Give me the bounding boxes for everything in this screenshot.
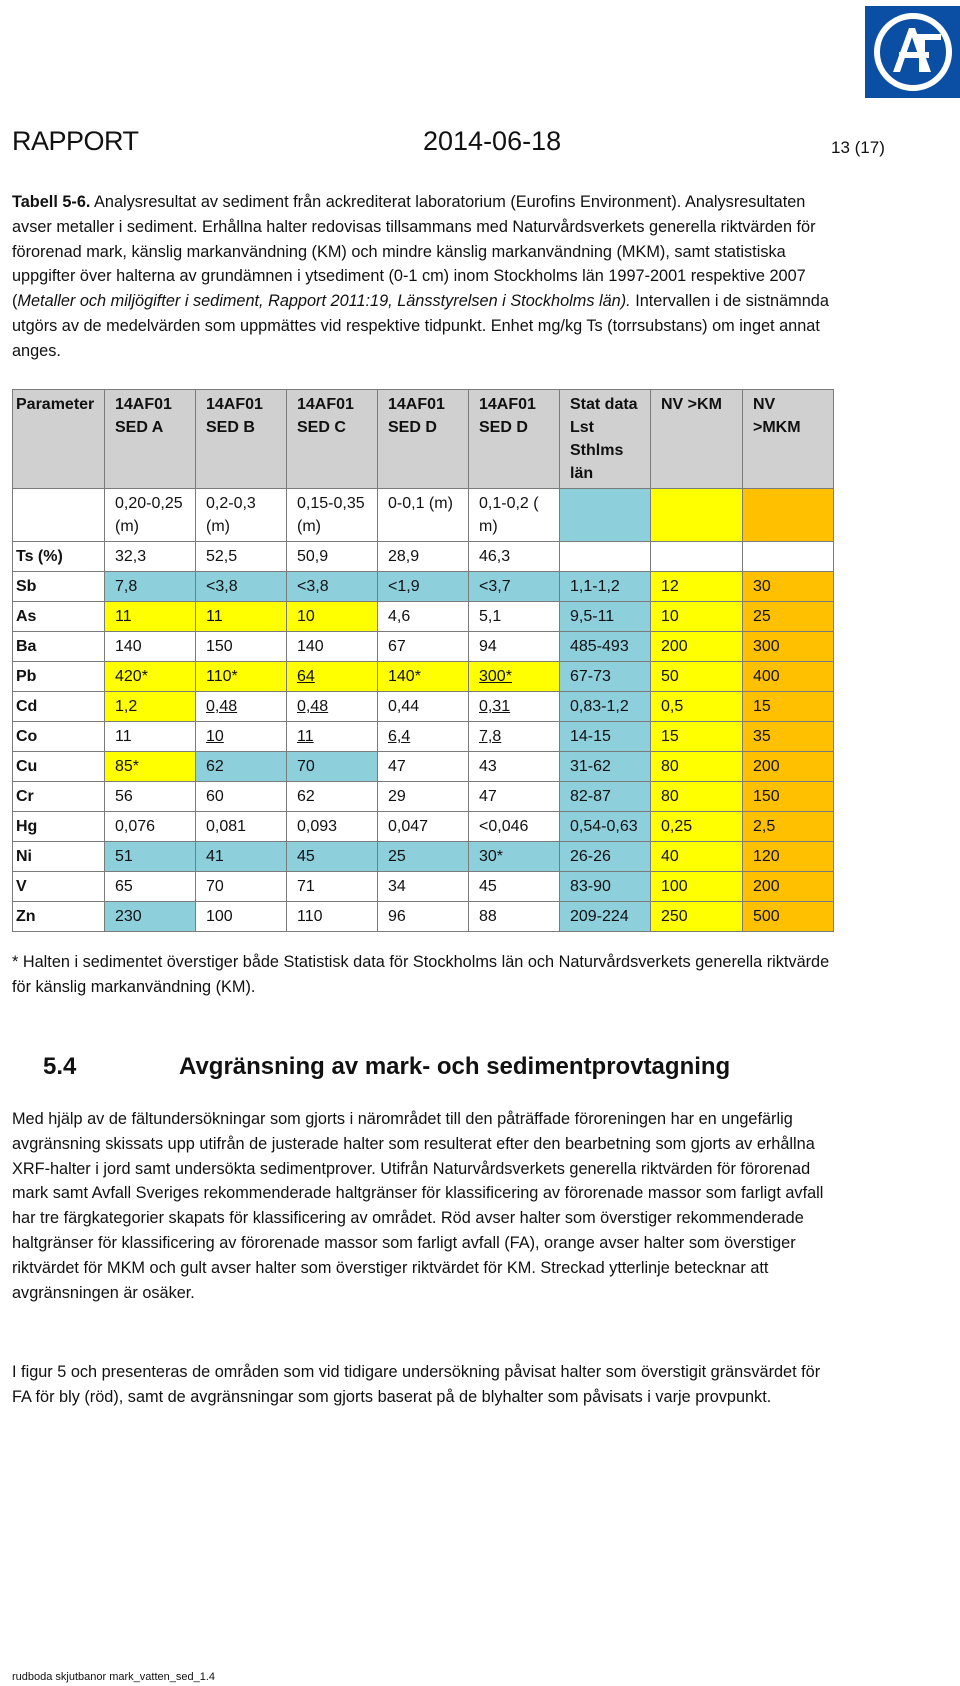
caption-text-end: Intervallen i de sistnämnda utgörs av de medelvärden som uppmättes vid respektive tidpunkt. Enhet mg/kg Ts (torrsubstans) om inget annat anges. <box>12 292 829 360</box>
value-cell: 25 <box>743 602 834 632</box>
table-caption <box>12 190 832 364</box>
value-cell: 10 <box>651 602 743 632</box>
value-cell: 85* <box>105 752 196 782</box>
table-row <box>13 662 834 692</box>
value-cell: <1,9 <box>378 572 469 602</box>
value-cell: 96 <box>378 902 469 932</box>
value-cell: 0,5 <box>651 692 743 722</box>
value-cell: 420* <box>105 662 196 692</box>
value-cell: 200 <box>743 752 834 782</box>
value-cell: 0,093 <box>287 812 378 842</box>
col-header: 14AF01 SED A <box>105 390 196 489</box>
value-cell: 0,081 <box>196 812 287 842</box>
parameter-cell: V <box>13 872 105 902</box>
col-header: NV >KM <box>651 390 743 489</box>
value-cell: 140 <box>287 632 378 662</box>
parameter-cell: Cd <box>13 692 105 722</box>
body-paragraph: Med hjälp av de fältundersökningar som gjorts i närområdet till den påträffade föroreningen har en ungefärlig avgränsning skissats upp utifrån de justerade halter som resulterat efter den bearbetning som gjorts av erhållna XRF-halter i jord samt undersökta sedimentprover. Utifrån Naturvårdsverkets generella riktvärden för förorenad mark samt Avfall Sveriges rekommenderade haltgränser för klassificering av förorenade massor som farligt avfall har tre färgkategorier skapats för klassificering av området. Röd avser halter som överstiger rekommenderade haltgränser för klassificering av förorenade massor som farligt avfall (FA), orange avser halter som överstiger riktvärdet för MKM och gult avser halter som överstiger riktvärdet för KM. Streckad ytterlinje betecknar att avgränsningen är osäker. <box>12 1110 824 1302</box>
value-cell: 120 <box>743 842 834 872</box>
value-cell: 0,31 <box>469 692 560 722</box>
value-cell: 110* <box>196 662 287 692</box>
depth-cell <box>13 489 105 542</box>
value-cell: 56 <box>105 782 196 812</box>
table-row <box>13 722 834 752</box>
value-cell: 110 <box>287 902 378 932</box>
parameter-cell: As <box>13 602 105 632</box>
value-cell: 80 <box>651 752 743 782</box>
value-cell: 11 <box>105 722 196 752</box>
value-cell: 45 <box>287 842 378 872</box>
value-cell: 0,25 <box>651 812 743 842</box>
value-cell: 0,047 <box>378 812 469 842</box>
value-cell <box>651 542 743 572</box>
value-cell: 15 <box>743 692 834 722</box>
value-cell: 47 <box>378 752 469 782</box>
value-cell: <3,8 <box>287 572 378 602</box>
value-cell: 15 <box>651 722 743 752</box>
depth-cell: 0,2-0,3 (m) <box>196 489 287 542</box>
value-cell: 300* <box>469 662 560 692</box>
value-cell: <0,046 <box>469 812 560 842</box>
depth-cell <box>651 489 743 542</box>
value-cell: 500 <box>743 902 834 932</box>
value-cell: 150 <box>196 632 287 662</box>
value-cell: 250 <box>651 902 743 932</box>
value-cell: 7,8 <box>469 722 560 752</box>
caption-text: Analysresultat av sediment från ackrediterat laboratorium (Eurofins Environment). Analysresultaten avser metaller i sediment. Erhållna halter redovisas tillsammans med Naturvårdsverkets generella riktvärden för förorenad mark, känslig markanvändning (KM) och mindre känslig markanvändning (MKM), samt statistiska uppgifter över halterna av grundämnen i ytsediment (0-1 cm) inom Stockholms län 1997-2001 respektive 2007 ( <box>12 193 816 311</box>
table-row <box>13 602 834 632</box>
value-cell: 62 <box>287 782 378 812</box>
value-cell: 62 <box>196 752 287 782</box>
value-cell: 11 <box>196 602 287 632</box>
value-cell: 83-90 <box>560 872 651 902</box>
document-footer: rudboda skjutbanor mark_vatten_sed_1.4 <box>12 1671 216 1683</box>
value-cell: 82-87 <box>560 782 651 812</box>
depth-row <box>13 489 834 542</box>
depth-cell: 0,1-0,2 ( m) <box>469 489 560 542</box>
value-cell: 28,9 <box>378 542 469 572</box>
value-cell: 47 <box>469 782 560 812</box>
value-cell: 70 <box>287 752 378 782</box>
value-cell: 0,48 <box>287 692 378 722</box>
report-title: RAPPORT <box>12 126 139 156</box>
parameter-cell: Sb <box>13 572 105 602</box>
parameter-cell: Ts (%) <box>13 542 105 572</box>
value-cell: 25 <box>378 842 469 872</box>
value-cell: 5,1 <box>469 602 560 632</box>
value-cell: 64 <box>287 662 378 692</box>
value-cell: 41 <box>196 842 287 872</box>
table-row <box>13 902 834 932</box>
table-row <box>13 782 834 812</box>
col-header: 14AF01 SED D <box>378 390 469 489</box>
value-cell: 9,5-11 <box>560 602 651 632</box>
parameter-cell: Cu <box>13 752 105 782</box>
table-row <box>13 632 834 662</box>
value-cell: 1,1-1,2 <box>560 572 651 602</box>
value-cell: 65 <box>105 872 196 902</box>
value-cell: <3,7 <box>469 572 560 602</box>
col-header: Stat data Lst Sthlms län <box>560 390 651 489</box>
depth-cell: 0,15-0,35 (m) <box>287 489 378 542</box>
table-row <box>13 692 834 722</box>
value-cell: 200 <box>743 872 834 902</box>
value-cell: 14-15 <box>560 722 651 752</box>
section-title: Avgränsning av mark- och sedimentprovtagning <box>179 1053 731 1080</box>
parameter-cell: Ba <box>13 632 105 662</box>
value-cell: 30* <box>469 842 560 872</box>
af-logo-icon <box>865 6 960 98</box>
parameter-cell: Ni <box>13 842 105 872</box>
value-cell: 100 <box>196 902 287 932</box>
value-cell: 11 <box>105 602 196 632</box>
value-cell: 52,5 <box>196 542 287 572</box>
value-cell: 45 <box>469 872 560 902</box>
section-number: 5.4 <box>43 1053 77 1080</box>
value-cell: 0,44 <box>378 692 469 722</box>
value-cell: 80 <box>651 782 743 812</box>
value-cell: 2,5 <box>743 812 834 842</box>
value-cell: 31-62 <box>560 752 651 782</box>
value-cell: 67 <box>378 632 469 662</box>
value-cell: 300 <box>743 632 834 662</box>
depth-cell <box>743 489 834 542</box>
value-cell: 140* <box>378 662 469 692</box>
value-cell: 140 <box>105 632 196 662</box>
value-cell: 10 <box>196 722 287 752</box>
value-cell: 10 <box>287 602 378 632</box>
value-cell: <3,8 <box>196 572 287 602</box>
col-header: Parameter <box>13 390 105 489</box>
value-cell: 0,83-1,2 <box>560 692 651 722</box>
col-header: 14AF01 SED B <box>196 390 287 489</box>
table-row <box>13 842 834 872</box>
value-cell: 6,4 <box>378 722 469 752</box>
table-row <box>13 872 834 902</box>
value-cell: 40 <box>651 842 743 872</box>
table-row <box>13 542 834 572</box>
parameter-cell: Pb <box>13 662 105 692</box>
value-cell: 26-26 <box>560 842 651 872</box>
value-cell: 34 <box>378 872 469 902</box>
value-cell: 35 <box>743 722 834 752</box>
value-cell <box>560 542 651 572</box>
value-cell: 0,54-0,63 <box>560 812 651 842</box>
value-cell: 230 <box>105 902 196 932</box>
section-heading <box>43 1053 730 1081</box>
value-cell: 7,8 <box>105 572 196 602</box>
col-header: 14AF01 SED C <box>287 390 378 489</box>
value-cell: 70 <box>196 872 287 902</box>
value-cell: 67-73 <box>560 662 651 692</box>
value-cell: 30 <box>743 572 834 602</box>
table-row <box>13 752 834 782</box>
value-cell: 60 <box>196 782 287 812</box>
value-cell: 88 <box>469 902 560 932</box>
parameter-cell: Hg <box>13 812 105 842</box>
depth-cell: 0,20-0,25 (m) <box>105 489 196 542</box>
depth-cell: 0-0,1 (m) <box>378 489 469 542</box>
value-cell: 32,3 <box>105 542 196 572</box>
value-cell: 485-493 <box>560 632 651 662</box>
col-header: NV >MKM <box>743 390 834 489</box>
value-cell: 400 <box>743 662 834 692</box>
table-row <box>13 572 834 602</box>
value-cell: 0,48 <box>196 692 287 722</box>
value-cell <box>743 542 834 572</box>
value-cell: 43 <box>469 752 560 782</box>
value-cell: 50 <box>651 662 743 692</box>
page-number: 13 (17) <box>831 138 885 157</box>
value-cell: 46,3 <box>469 542 560 572</box>
caption-label: Tabell 5-6. <box>12 193 91 211</box>
value-cell: 29 <box>378 782 469 812</box>
table-header-row <box>13 390 834 489</box>
analysis-results-table <box>12 389 834 932</box>
value-cell: 100 <box>651 872 743 902</box>
table-footnote: * Halten i sedimentet överstiger både Statistisk data för Stockholms län och Naturvårdsverkets generella riktvärde för känslig markanvändning (KM). <box>12 953 830 996</box>
parameter-cell: Cr <box>13 782 105 812</box>
value-cell: 71 <box>287 872 378 902</box>
report-date: 2014-06-18 <box>423 126 562 156</box>
value-cell: 1,2 <box>105 692 196 722</box>
value-cell: 200 <box>651 632 743 662</box>
value-cell: 4,6 <box>378 602 469 632</box>
value-cell: 150 <box>743 782 834 812</box>
value-cell: 94 <box>469 632 560 662</box>
value-cell: 50,9 <box>287 542 378 572</box>
parameter-cell: Co <box>13 722 105 752</box>
value-cell: 12 <box>651 572 743 602</box>
parameter-cell: Zn <box>13 902 105 932</box>
caption-reference: Metaller och miljögifter i sediment, Rapport 2011:19, Länsstyrelsen i Stockholms län). <box>17 292 631 311</box>
depth-cell <box>560 489 651 542</box>
value-cell: 209-224 <box>560 902 651 932</box>
value-cell: 11 <box>287 722 378 752</box>
value-cell: 0,076 <box>105 812 196 842</box>
col-header: 14AF01 SED D <box>469 390 560 489</box>
body-paragraph: I figur 5 och presenteras de områden som vid tidigare undersökning påvisat halter som överstigit gränsvärdet för FA för bly (röd), samt de avgränsningar som gjorts baserat på de blyhalter som påvisats i varje provpunkt. <box>12 1363 821 1406</box>
table-row <box>13 812 834 842</box>
value-cell: 51 <box>105 842 196 872</box>
